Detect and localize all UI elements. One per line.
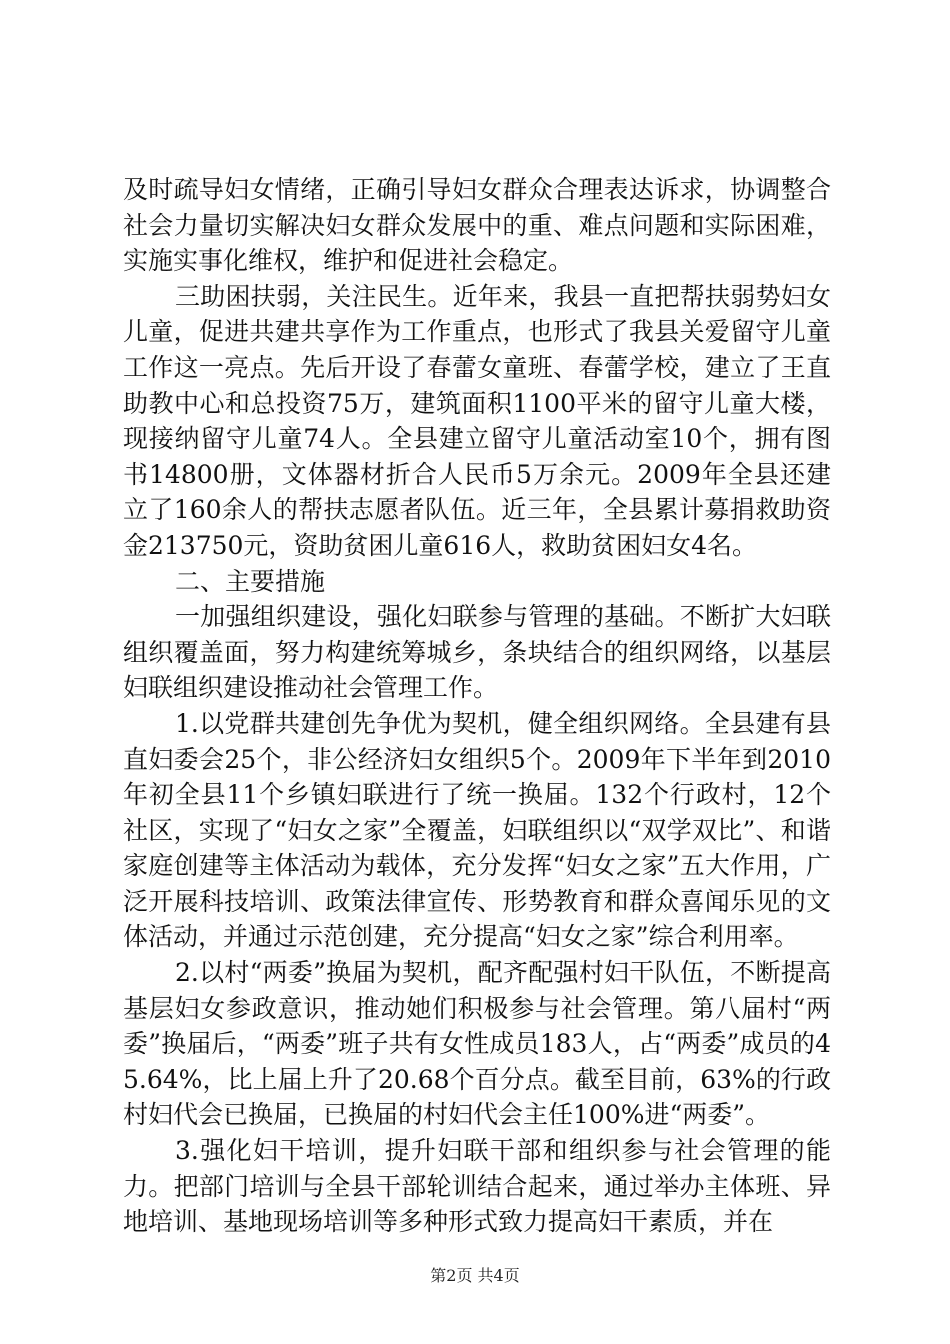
paragraph: 2.以村“两委”换届为契机，配齐配强村妇干队伍，不断提高基层妇女参政意识，推动她们积极参与社会管理。第八届村“两委”换届后，“两委”班子共有女性成员183人，占“两委”成员的45.64%，比上届上升了20.68个百分点。截至目前，63%的行政村妇代会已换届，已换届的村妇代会主任100%进“两委”。	[123, 958, 831, 1130]
paragraph: 3.强化妇干培训，提升妇联干部和组织参与社会管理的能力。把部门培训与全县干部轮训结合起来，通过举办主体班、异地培训、基地现场培训等多种形式致力提高妇干素质，并在	[123, 1136, 831, 1237]
paragraph: 及时疏导妇女情绪，正确引导妇女群众合理表达诉求，协调整合社会力量切实解决妇女群众发展中的重、难点问题和实际困难，实施实事化维权，维护和促进社会稳定。	[123, 175, 831, 276]
paragraph: 三助困扶弱，关注民生。近年来，我县一直把帮扶弱势妇女儿童，促进共建共享作为工作重点，也形式了我县关爱留守儿童工作这一亮点。先后开设了春蕾女童班、春蕾学校，建立了王直助教中心和总投资75万，建筑面积1100平米的留守儿童大楼，现接纳留守儿童74人。全县建立留守儿童活动室10个，拥有图书14800册，文体器材折合人民币5万余元。2009年全县还建立了160余人的帮扶志愿者队伍。近三年，全县累计募捐救助资金213750元，资助贫困儿童616人，救助贫困妇女4名。	[123, 281, 831, 560]
page-number-footer: 第2页 共4页	[430, 1266, 520, 1285]
document-body	[123, 172, 831, 1240]
paragraph: 一加强组织建设，强化妇联参与管理的基础。不断扩大妇联组织覆盖面，努力构建统筹城乡，条块结合的组织网络，以基层妇联组织建设推动社会管理工作。	[123, 602, 831, 703]
section-heading: 二、主要措施	[175, 566, 326, 596]
paragraph: 1.以党群共建创先争优为契机，健全组织网络。全县建有县直妇委会25个，非公经济妇女组织5个。2009年下半年到2010年初全县11个乡镇妇联进行了统一换届。132个行政村，12个社区，实现了“妇女之家”全覆盖，妇联组织以“双学双比”、和谐家庭创建等主体活动为载体，充分发挥“妇女之家”五大作用，广泛开展科技培训、政策法律宣传、形势教育和群众喜闻乐见的文体活动，并通过示范创建，充分提高“妇女之家”综合利用率。	[123, 708, 831, 952]
